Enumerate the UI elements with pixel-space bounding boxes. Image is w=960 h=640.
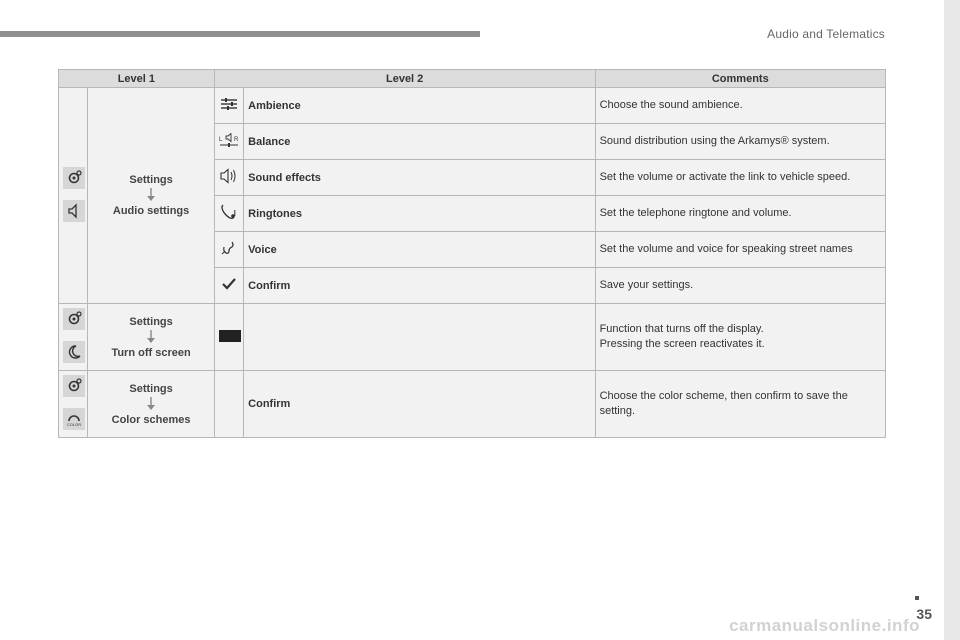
path-color-schemes-label: Color schemes <box>111 413 191 426</box>
svg-text:L: L <box>218 137 223 143</box>
item-label: Ambience <box>244 88 595 124</box>
page-marker <box>915 596 919 600</box>
header-comments: Comments <box>595 70 885 88</box>
level1-path-color <box>88 371 214 438</box>
section-title: Audio and Telematics <box>767 27 885 41</box>
arrow-down-icon <box>146 397 156 411</box>
comment-line: Pressing the screen reactivates it. <box>599 338 765 350</box>
item-comment: Choose the sound ambience. <box>595 88 885 124</box>
speaker-icon <box>63 200 85 222</box>
gear-settings-icon <box>63 308 85 330</box>
dark-screen-icon <box>214 304 243 371</box>
sliders-icon <box>214 88 243 124</box>
table-row <box>59 88 886 124</box>
item-comment: Choose the color scheme, then confirm to save the setting. <box>595 371 885 438</box>
path-settings-label: Settings <box>129 315 173 328</box>
watermark: carmanualsonline.info <box>729 616 920 635</box>
voice-icon <box>214 232 243 268</box>
item-label: Sound effects <box>244 160 595 196</box>
header-level2: Level 2 <box>214 70 595 88</box>
arrow-down-icon <box>146 188 156 202</box>
item-label: Ringtones <box>244 196 595 232</box>
item-label <box>244 304 595 371</box>
item-label: Confirm <box>244 268 595 304</box>
moon-icon <box>63 341 85 363</box>
item-comment: Set the volume or activate the link to vehicle speed. <box>595 160 885 196</box>
level1-path-audio <box>88 88 214 304</box>
level1-icons-audio <box>59 88 88 304</box>
path-turn-off-screen-label: Turn off screen <box>111 346 191 359</box>
item-comment: Save your settings. <box>595 268 885 304</box>
header-level1: Level 1 <box>59 70 215 88</box>
settings-reference-table <box>58 69 886 438</box>
path-settings-label: Settings <box>129 174 173 186</box>
color-palette-icon <box>63 408 85 430</box>
check-icon <box>214 268 243 304</box>
table-header-row <box>59 70 886 88</box>
item-label: Confirm <box>244 371 595 438</box>
header-rule <box>0 31 480 37</box>
item-label: Voice <box>244 232 595 268</box>
item-comment: Set the telephone ringtone and volume. <box>595 196 885 232</box>
item-label: Balance <box>244 124 595 160</box>
level1-path-screen <box>88 304 214 371</box>
gear-settings-icon <box>63 375 85 397</box>
gear-settings-icon <box>63 167 85 189</box>
phone-note-icon <box>214 196 243 232</box>
item-comment <box>595 304 885 371</box>
table-row <box>59 304 886 371</box>
item-comment: Set the volume and voice for speaking street names <box>595 232 885 268</box>
table-row <box>59 371 886 438</box>
level1-icons-color <box>59 371 88 438</box>
svg-text:R: R <box>233 137 239 143</box>
sound-waves-icon <box>214 160 243 196</box>
comment-line: Function that turns off the display. <box>599 323 764 335</box>
balance-lr-icon <box>214 124 243 160</box>
item-comment: Sound distribution using the Arkamys® system. <box>595 124 885 160</box>
color-icon-text: COLOR <box>66 422 82 427</box>
page-edge-strip <box>944 0 960 640</box>
level1-icons-screen <box>59 304 88 371</box>
arrow-down-icon <box>146 330 156 344</box>
path-settings-label: Settings <box>129 382 173 395</box>
empty-icon-cell <box>214 371 243 438</box>
path-audio-settings-label: Audio settings <box>112 205 190 217</box>
page-number: 35 <box>916 606 932 622</box>
